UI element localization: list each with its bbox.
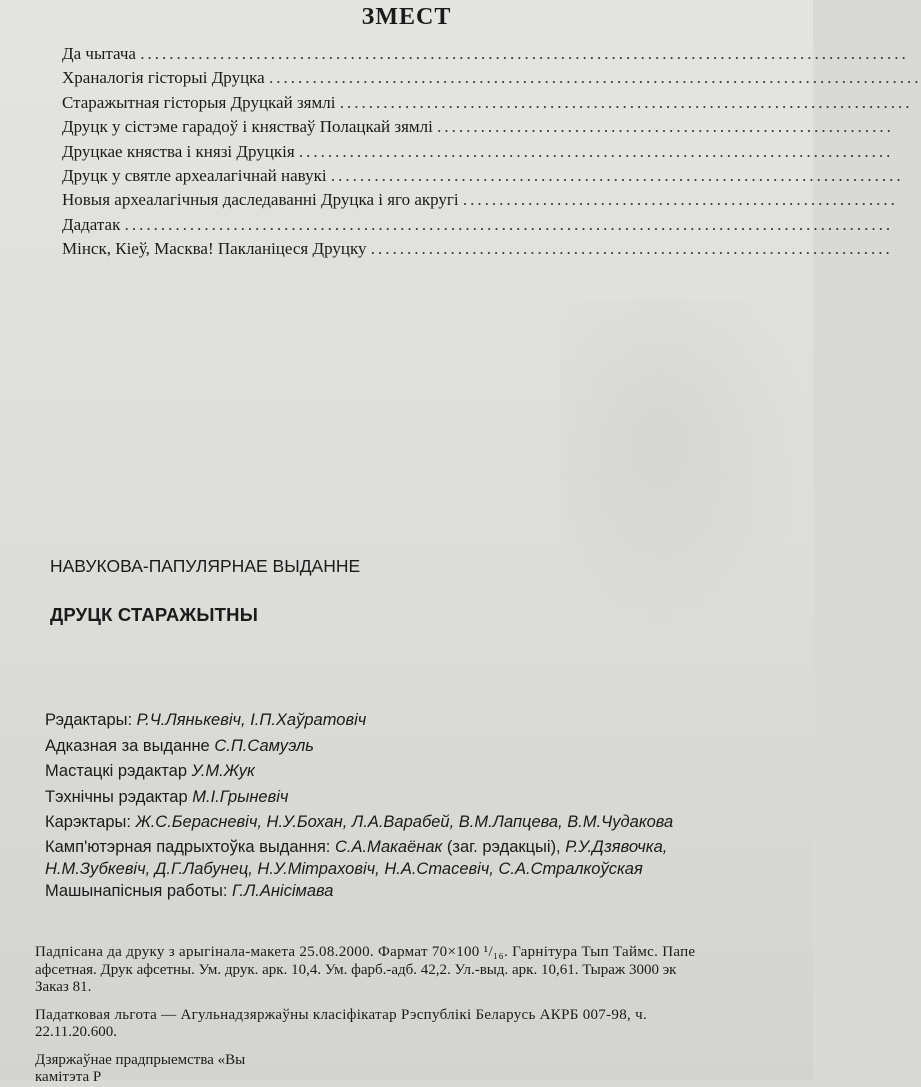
imprint-line: Дзяржаўнае прадпрыемства «Вы	[35, 1051, 246, 1068]
toc-entry	[62, 42, 909, 66]
toc-title: ЗМЕСТ	[361, 4, 452, 30]
credit-label: Машынапісныя работы:	[45, 881, 228, 900]
toc-leader-dots: ..................................................................................	[298, 141, 894, 161]
table-of-contents	[62, 42, 921, 262]
toc-leader-dots: ...............................................................................	[339, 92, 913, 112]
credit-names: Р.У.Дзявочка,	[565, 837, 668, 856]
toc-leader-dots: ........................................................................	[370, 239, 893, 259]
bleed-through-shadow	[560, 300, 810, 640]
credit-label: Тэхнічны рэдактар	[45, 787, 188, 806]
toc-entry-label: Мінск, Кіеў, Масква! Пакланіцеся Друцку	[62, 239, 367, 259]
toc-entry-label: Друцк у святле археалагічнай навукі	[62, 165, 327, 185]
imprint-block	[35, 944, 835, 1087]
credit-label: Мастацкі рэдактар	[45, 762, 187, 780]
toc-entry	[62, 91, 913, 115]
credit-names: С.П.Самуэль	[214, 736, 314, 755]
toc-entry	[62, 164, 904, 188]
credit-responsible	[45, 734, 813, 760]
toc-leader-dots: ............................................................	[462, 190, 898, 210]
toc-entry	[62, 237, 893, 261]
credit-names: Г.Л.Анісімава	[232, 881, 334, 900]
imprint-line: Падатковая льгота — Агульнадзяржаўны класіфікатар Рэспублікі Беларусь АКРБ 007-98, ч.	[35, 1006, 647, 1023]
toc-entry-label: Дадатак	[62, 214, 121, 234]
toc-entry	[62, 213, 894, 237]
credit-proofreaders	[45, 810, 813, 836]
credit-names: М.І.Грыневіч	[192, 787, 289, 806]
toc-leader-dots: ..........................................................................................................	[124, 214, 894, 234]
credits-block	[45, 708, 813, 902]
credit-label: Адказная за выданне	[45, 736, 210, 755]
credit-tech-editor	[45, 785, 813, 811]
credit-names: Р.Ч.Лянькевіч, І.П.Хаўратовіч	[136, 711, 367, 729]
imprint-gap	[35, 1042, 835, 1052]
credit-layout	[45, 836, 813, 858]
toc-entry-label: Да чытача	[62, 44, 136, 63]
toc-leader-dots: ..........................................................................................	[268, 68, 921, 88]
toc-entry-label: Храналогія гісторыі Друцка	[62, 68, 265, 88]
imprint-line: 22.11.20.600.	[35, 1024, 117, 1040]
credit-label: Рэдактары:	[45, 711, 133, 729]
imprint-line: Падпісана да друку з арыгінала-макета 25.08.2000. Фармат 70×100 ¹/₁₆. Гарнітура Тып Таймс. Папе	[35, 944, 696, 960]
credit-names: Н.М.Зубкевіч, Д.Г.Лабунец, Н.У.Мітраховіч, Н.А.Стасевіч, С.А.Стралкоўская	[45, 859, 643, 878]
book-title: ДРУЦК СТАРАЖЫТНЫ	[50, 604, 259, 625]
toc-entry-label: Друцкае княства і князі Друцкія	[62, 141, 295, 161]
credit-layout-continued	[45, 858, 813, 880]
toc-leader-dots: ..........................................................................................................	[140, 44, 909, 63]
imprint-line: камітэта Р	[35, 1069, 102, 1085]
credit-art-editor	[45, 759, 813, 785]
toc-entry-label: Старажытная гісторыя Друцкай зямлі	[62, 92, 336, 112]
imprint-line: Заказ 81.	[35, 979, 92, 995]
credit-names: У.М.Жук	[191, 762, 255, 780]
toc-entry	[62, 140, 894, 164]
credit-typing	[45, 880, 813, 902]
toc-entry	[62, 66, 921, 90]
toc-leader-dots: ...............................................................	[437, 117, 894, 137]
toc-entry	[62, 188, 898, 212]
credit-label: Камп'ютэрная падрыхтоўка выдання:	[45, 837, 331, 856]
credit-names: С.А.Макаёнак	[334, 837, 443, 856]
credit-names: Ж.С.Берасневіч, Н.У.Бохан, Л.А.Варабей, В.М.Лапцева, В.М.Чудакова	[135, 813, 674, 831]
imprint-line: афсетная. Друк афсетны. Ум. друк. арк. 10,4. Ум. фарб.-адб. 42,2. Ул.-выд. арк. 10,61. Тыраж 3000 эк	[35, 961, 677, 978]
credit-editors	[45, 708, 813, 734]
credit-label: Карэктары:	[45, 813, 131, 831]
toc-entry	[62, 115, 894, 139]
toc-leader-dots: ...............................................................................	[330, 165, 904, 185]
toc-entry-label: Новыя археалагічныя даследаванні Друцка і яго акругі	[62, 190, 459, 210]
credit-note: (заг. рэдакцыі),	[446, 837, 561, 856]
toc-entry-label: Друцк у сістэме гарадоў і княстваў Полацкай зямлі	[62, 117, 433, 137]
imprint-gap	[35, 997, 835, 1007]
series-label: НАВУКОВА-ПАПУЛЯРНАЕ ВЫДАННЕ	[50, 556, 361, 576]
